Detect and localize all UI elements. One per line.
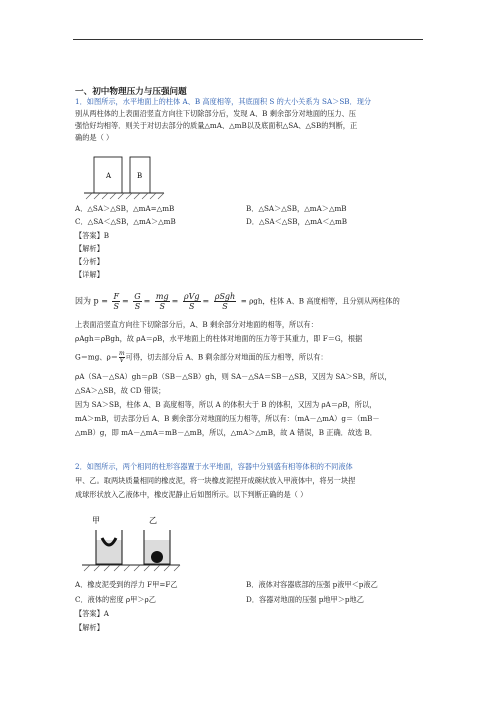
label-a: A [106,172,112,180]
section-title: 一、初中物理压力与压强问题 [75,87,187,97]
q1-body-8: △mB）g，即 mA－△mA＝mB－△mB，所以，△mA＞△mB，故 A 错误，B 正确．故选 B． [75,428,377,437]
clay-ball [151,551,163,563]
q1-line-2: 别从两柱体的上表面沿竖直方向往下切除部分后，发现 A、B 剩余部分对地面的压力、压 [75,109,356,118]
q2-line-3: 成球形状放入乙液体中，橡皮泥静止后如图所示。以下判断正确的是（ ） [75,490,308,499]
q1-formula: 因为 p = $\frac{F}{S}$ = $\frac{G}{S}$ = $\frac{mg}{S}$ = $\frac{\text{ρVg}}{S}$ = $\frac{\text{ρSgh}}{S}$ = ρgh，柱体 A、B 高度相等，且分别从两柱体的 [75,292,400,311]
q1-line-1: 1．如图所示，水平地面上的柱体 A、B 高度相等，其底面积 S 的大小关系为 SA＞SB．现分 [75,97,372,106]
q2-option-c: C．液体的密度 ρ甲＞ρ乙 [75,595,156,604]
q1-line-3: 强恰好均相等．则关于对切去部分的质量△mA、△mB以及底面积△SA、△SB的判断，正 [75,121,358,130]
q1-option-d: D．△SA＜△SB，△mA＜△mB [246,217,348,226]
q1-body-6: 因为 SA＞SB，柱体 A、B 高度相等，所以 A 的体积大于 B 的体积，又因为 ρA＝ρB，所以， [75,400,377,409]
q2-answer: 【答案】A [75,609,109,618]
q1-option-c: C．△SA＜△SB，△mA＞△mB [75,217,176,226]
label-b: B [137,172,143,180]
frac-f-s: $\frac{F}{S}$ [113,292,120,311]
frac-mg-s: $\frac{mg}{S}$ [155,292,169,311]
q1-body-2: ρAgh＝ρBgh，故 ρA＝ρB，水平地面上的柱体对地面的压力等于其重力，即 F＝G，根据 [75,334,363,343]
q1-body-1: 上表面沿竖直方向往下切除部分后，A、B 剩余部分对地面的相等，所以有： [75,320,318,329]
q1-answer: 【答案】B [75,231,110,240]
q1-figure [84,154,168,202]
q2-figure [82,512,182,574]
q1-body-4: ρA（SA－△SA）gh＝ρB（SB－△SB）gh，则 SA－△SA＝SB－△SB，又因为 SA＞SB，所以， [75,372,392,381]
q2-option-a: A．橡皮泥受到的浮力 F甲=F乙 [75,580,178,589]
formula-suffix: = ρgh，柱体 A、B 高度相等，且分别从两柱体的 [240,296,400,306]
frac-g-s: $\frac{G}{S}$ [134,292,141,311]
q2-analysis: 【解析】 [75,623,104,632]
frac-rhosgh-s: $\frac{\text{ρSgh}}{S}$ [214,292,236,311]
q2-option-b: B．液体对容器底部的压强 p液甲＜p液乙 [246,580,378,589]
label-yi: 乙 [149,516,157,525]
q1-fenxi: 【分析】 [75,257,104,266]
q1-xiangjie: 【详解】 [75,270,104,279]
header-rule [73,39,423,40]
q1-body-7: mA＞mB，切去部分后 A、B 剩余部分对地面的压力相等，所以有：（mA－△mA）g＝（mB－ [75,414,380,423]
q1-line-4: 确的是（ ） [75,133,114,142]
ground-hatch [86,193,164,199]
q1-option-b: B．△SA＞△SB，△mA＞△mB [246,204,347,213]
frac-m-v: $\frac{m}{V}$ [118,350,125,364]
ground-hatch-2 [84,565,180,571]
q2-line-1: 2．如图所示，两个相同的柱形容器置于水平地面，容器中分别盛有相等体积的不同液体 [75,462,353,471]
q1-option-a: A．△SA＞△SB，△mA=△mB [75,204,175,213]
q2-line-2: 甲、乙。取两块质量相同的橡皮泥，将一块橡皮泥捏开成碗状放入甲液体中，将另一块捏 [75,476,356,485]
q2-option-d: D．容器对地面的压强 p地甲＞p地乙 [246,595,364,604]
label-jia: 甲 [92,516,100,525]
q1-body-5: △SA＞△SB，故 CD 错误； [75,386,166,395]
frac-rhovg-s: $\frac{\text{ρVg}}{S}$ [183,292,200,311]
formula-prefix: 因为 p = [75,296,108,306]
q1-analysis: 【解析】 [75,244,104,253]
q1-body-3: G＝mg、ρ＝ $\frac{m}{V}$ 可得，切去部分后 A、B 剩余部分对地面的压力相等，所以有： [75,350,328,364]
